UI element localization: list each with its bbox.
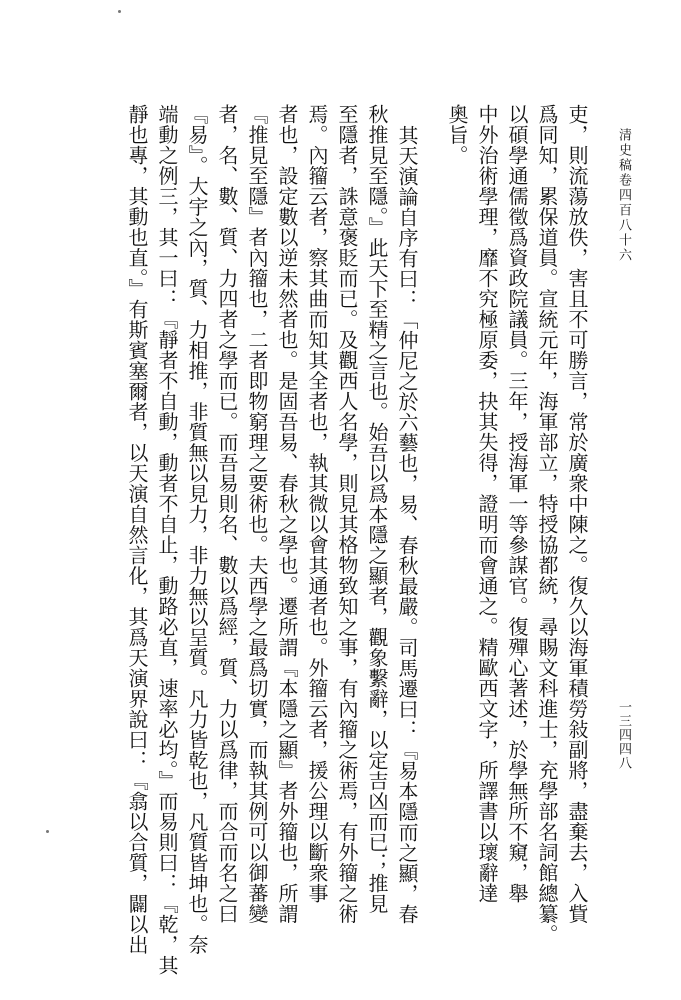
text-column: 者，名、數、質、力四者之學而已。而吾易則名、數以爲經，質、力以爲律，而合而名之曰 (215, 104, 239, 924)
text-column: 端動之例三，其一曰：『靜者不自動，動者不自止，動路必直，速率必均。』而易則曰：『乾，其 (155, 104, 179, 976)
text-column: 『推見至隱』者內籀也，二者即物窮理之要術也。夫西學之最爲切實，而執其例可以御蕃變 (245, 104, 269, 924)
text-column: 者也，設定數以逆未然者也。是固吾易、春秋之學也。遷所謂『本隱之顯』者外籀也，所謂 (275, 104, 299, 924)
text-column: 秋推見至隱。』此天下至精之言也。始吾以爲本隱之顯者，觀象繫辭，以定吉凶而已；推見 (365, 104, 389, 914)
text-column: 奧旨。 (445, 104, 469, 166)
text-column: 中外治術學理，靡不究極原委，抉其失得，證明而會通之。精歐西文字，所譯書以瓌辭達 (475, 104, 499, 904)
text-column: 至隱者，誅意褒貶而已。及觀西人名學，則見其格物致知之事，有內籀之術焉，有外籀之術 (335, 104, 359, 924)
text-column: 以碩學通儒徵爲資政院議員。三年，授海軍一等參謀官。復殫心著述，於學無所不窺，舉 (505, 104, 529, 904)
text-column: 焉。內籀云者，察其曲而知其全者也，執其微以會其通者也。外籀云者，援公理以斷衆事 (305, 104, 329, 904)
text-column: 『易』。大宇之內，質、力相推，非質無以見力，非力無以呈質。凡力皆乾也，凡質皆坤也。奈 (185, 104, 209, 955)
text-column: 吏，則流蕩放佚，害且不可勝言，常於廣衆中陳之。復久以海軍積勞敍副將，盡棄去，入貲 (565, 104, 589, 924)
page-number: 一三四四八 (616, 700, 631, 770)
text-column: 靜也專，其動也直。』有斯賓塞爾者，以天演自然言化，其爲天演界說曰：『翕以合質，闢以出 (125, 104, 149, 955)
scan-speck (46, 830, 49, 833)
running-header: 清史稿卷四百八十六 (616, 128, 631, 263)
scan-speck (118, 10, 121, 13)
text-column: 爲同知，累保道員。宣統元年，海軍部立，特授協都統，尋賜文科進士，充學部名詞館總纂。 (535, 104, 559, 945)
text-column: 其天演論自序有曰：「仲尼之於六藝也，易、春秋最嚴。司馬遷曰：『易本隱而之顯，春 (395, 125, 419, 925)
